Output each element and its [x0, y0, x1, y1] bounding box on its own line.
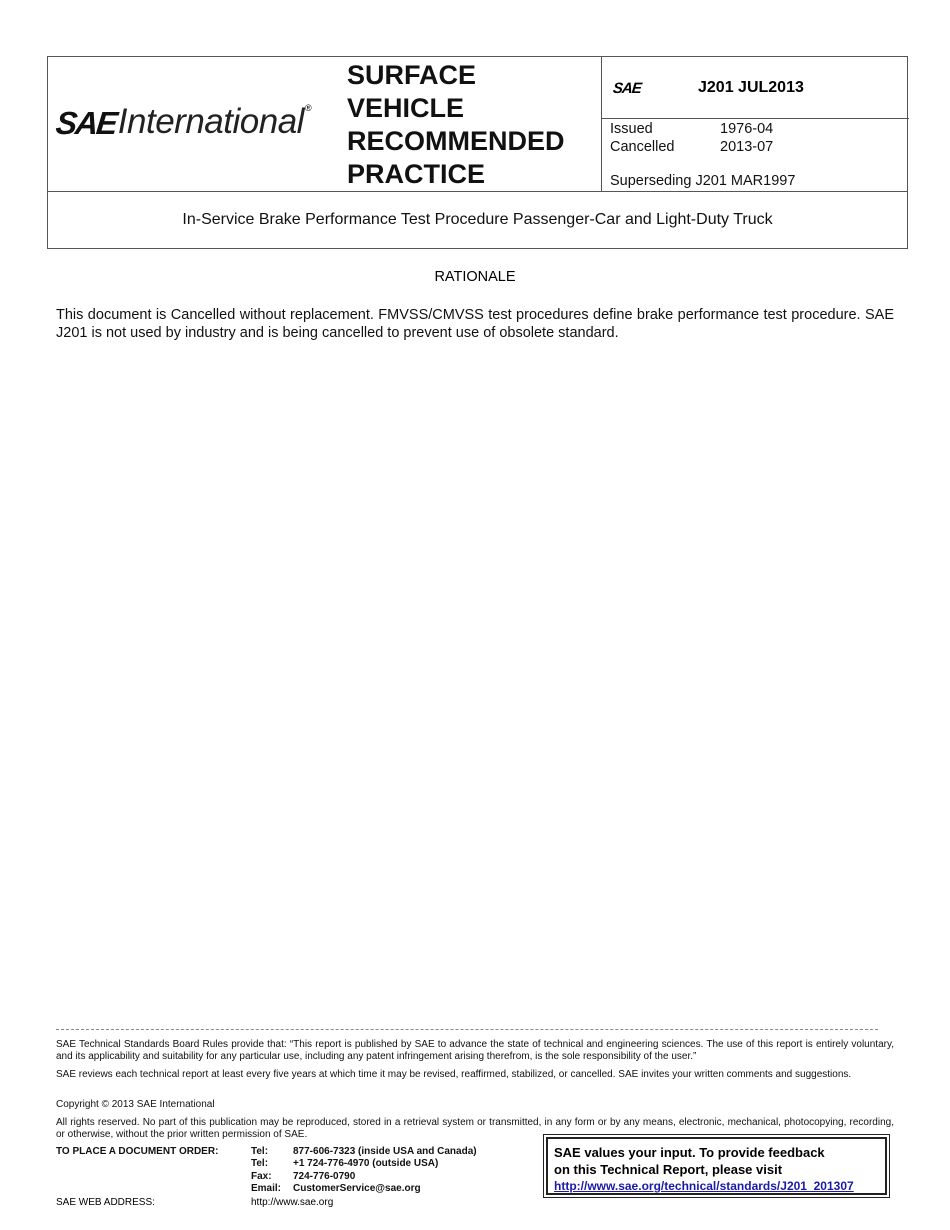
- footer-rights-text: All rights reserved. No part of this publication may be reproduced, stored in a retrieval system or transmitted, in any form or by any means, electronic, mechanical, photocopying, recording, or otherwise, without the prior written permission of SAE.: [56, 1117, 894, 1140]
- feedback-box: [543, 1134, 890, 1198]
- contact-list: [251, 1146, 551, 1196]
- logo-brand: SAE: [54, 105, 118, 141]
- feedback-line: SAE values your input. To provide feedback: [554, 1145, 825, 1160]
- document-type: [347, 59, 597, 191]
- issue-dates: [610, 120, 773, 156]
- web-address-link[interactable]: http://www.sae.org: [251, 1197, 334, 1208]
- rationale-paragraph: This document is Cancelled without replacement. FMVSS/CMVSS test procedures define brake performance test procedure. SAE J201 is not used by industry and is being cancelled to prevent use of obsolete standard.: [56, 307, 894, 341]
- contact-row: [251, 1183, 551, 1195]
- web-address-label: SAE WEB ADDRESS:: [56, 1197, 155, 1208]
- order-label: TO PLACE A DOCUMENT ORDER:: [56, 1146, 219, 1157]
- document-number: J201 JUL2013: [698, 79, 804, 96]
- contact-value: 724-776-0790: [293, 1170, 356, 1182]
- logo-word: International: [117, 102, 304, 141]
- doc-type-line: RECOMMENDED: [347, 126, 565, 156]
- cancelled-row: [610, 138, 773, 156]
- issued-value: 1976-04: [720, 121, 774, 137]
- issued-label: Issued: [610, 121, 653, 137]
- feedback-line: on this Technical Report, please visit: [554, 1161, 783, 1177]
- contact-key: Tel:: [251, 1158, 269, 1170]
- doc-type-line: SURFACE: [347, 60, 477, 90]
- sae-international-logo: [56, 99, 312, 139]
- footer-review-text: SAE reviews each technical report at least every five years at which time it may be revised, reaffirmed, stabilized, or cancelled. SAE invites your written comments and suggestions.: [56, 1069, 852, 1080]
- cancelled-value: 2013-07: [720, 139, 774, 155]
- issued-row: [610, 120, 773, 138]
- superseding-note: Superseding J201 MAR1997: [610, 173, 796, 189]
- footer-rules-text: SAE Technical Standards Board Rules provide that: “This report is published by SAE to advance the state of technical and engineering sciences. The use of this report is entirely voluntary, and its applicability and suitability for any particular use, including any patent infringement arising therefrom, is the sole responsibility of the user.”: [56, 1039, 894, 1062]
- contact-key: Fax:: [251, 1170, 272, 1182]
- contact-email[interactable]: CustomerService@sae.org: [293, 1183, 421, 1195]
- contact-row: [251, 1146, 551, 1158]
- document-title: In-Service Brake Performance Test Procedure Passenger-Car and Light-Duty Truck: [182, 211, 773, 228]
- rationale-heading: RATIONALE: [434, 269, 516, 285]
- contact-key: Tel:: [251, 1146, 269, 1157]
- doc-type-line: VEHICLE: [347, 93, 465, 123]
- registered-mark: ®: [304, 103, 312, 113]
- contact-key: Email:: [251, 1183, 282, 1195]
- contact-value: 877-606-7323 (inside USA and Canada): [293, 1146, 477, 1157]
- sae-mini-logo: SAE: [612, 80, 642, 97]
- footer-copyright: Copyright © 2013 SAE International: [56, 1099, 215, 1110]
- doc-type-line: PRACTICE: [347, 159, 486, 189]
- contact-value: +1 724-776-4970 (outside USA): [293, 1158, 439, 1170]
- feedback-box-inner: [546, 1137, 887, 1195]
- doc-number-cell: [602, 57, 909, 119]
- document-header: [47, 56, 908, 249]
- cancelled-label: Cancelled: [610, 139, 675, 155]
- footer-divider: [56, 1029, 878, 1030]
- contact-row: [251, 1171, 551, 1183]
- feedback-link[interactable]: http://www.sae.org/technical/standards/J201_201307: [554, 1179, 854, 1193]
- contact-row: [251, 1158, 551, 1170]
